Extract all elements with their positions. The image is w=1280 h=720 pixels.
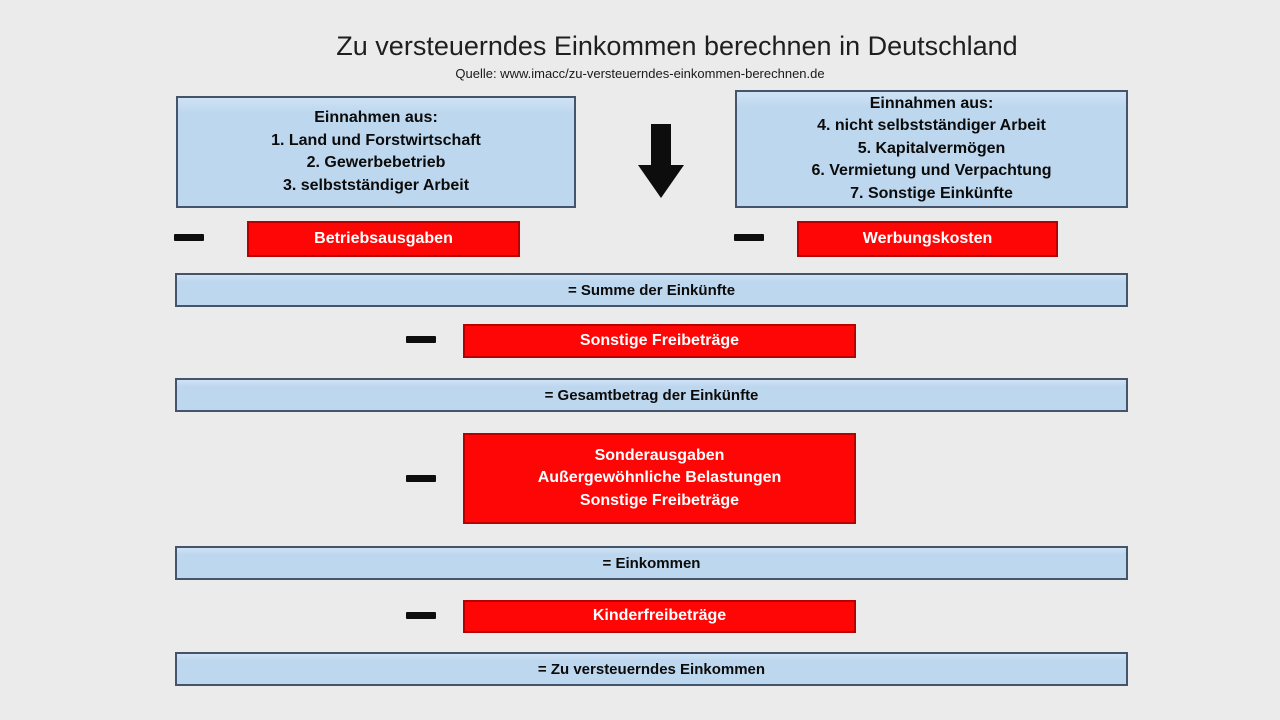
result-label: = Einkommen xyxy=(602,554,701,572)
income-line: 6. Vermietung und Verpachtung xyxy=(811,162,1052,180)
page-title: Zu versteuerndes Einkommen berechnen in Deutschland xyxy=(336,31,1018,61)
deduction-box-werbungskosten xyxy=(797,221,1058,257)
result-bar-zu-versteuerndes-einkommen xyxy=(175,652,1128,686)
deduction-box-betriebsausgaben xyxy=(247,221,520,257)
minus-icon xyxy=(406,612,436,619)
deduction-line: Außergewöhnliche Belastungen xyxy=(537,469,782,487)
income-line: Einnahmen aus: xyxy=(314,109,438,126)
result-label: = Zu versteuerndes Einkommen xyxy=(537,660,766,678)
result-bar-gesamtbetrag-der-einkuenfte xyxy=(175,378,1128,412)
minus-icon xyxy=(406,336,436,343)
income-line: 1. Land und Forstwirtschaft xyxy=(271,131,481,149)
arrow-shaft xyxy=(651,124,671,166)
deduction-line: Sonderausgaben xyxy=(594,446,725,464)
minus-icon xyxy=(734,234,764,241)
deduction-box-sonderausgaben-combined xyxy=(463,433,856,524)
result-label: = Summe der Einkünfte xyxy=(567,281,736,299)
source-line: Quelle: www.imacc/zu-versteuerndes-einkommen-berechnen.de xyxy=(455,66,825,81)
result-label: = Gesamtbetrag der Einkünfte xyxy=(544,386,759,404)
income-box-1-3 xyxy=(176,96,576,208)
income-box-4-7 xyxy=(735,90,1128,208)
deduction-label: Kinderfreibeträge xyxy=(592,607,727,625)
arrow-head xyxy=(638,165,684,198)
deduction-line: Sonstige Freibeträge xyxy=(579,491,740,509)
income-line: Einnahmen aus: xyxy=(869,94,994,112)
down-arrow-icon xyxy=(638,124,684,198)
result-bar-einkommen xyxy=(175,546,1128,580)
income-line: 5. Kapitalvermögen xyxy=(857,139,1006,157)
deduction-label: Betriebsausgaben xyxy=(314,229,453,247)
minus-icon xyxy=(406,475,436,482)
income-line: 2. Gewerbebetrieb xyxy=(306,154,446,171)
income-line: 3. selbstständiger Arbeit xyxy=(282,176,470,194)
deduction-label: Sonstige Freibeträge xyxy=(579,331,740,349)
deduction-label: Werbungskosten xyxy=(862,229,993,247)
deduction-box-sonstige-freibetraege xyxy=(463,324,856,358)
deduction-box-kinderfreibetraege xyxy=(463,600,856,633)
income-line: 7. Sonstige Einkünfte xyxy=(850,184,1013,202)
income-line: 4. nicht selbstständiger Arbeit xyxy=(817,117,1046,135)
result-bar-summe-der-einkuenfte xyxy=(175,273,1128,307)
minus-icon xyxy=(174,234,204,241)
